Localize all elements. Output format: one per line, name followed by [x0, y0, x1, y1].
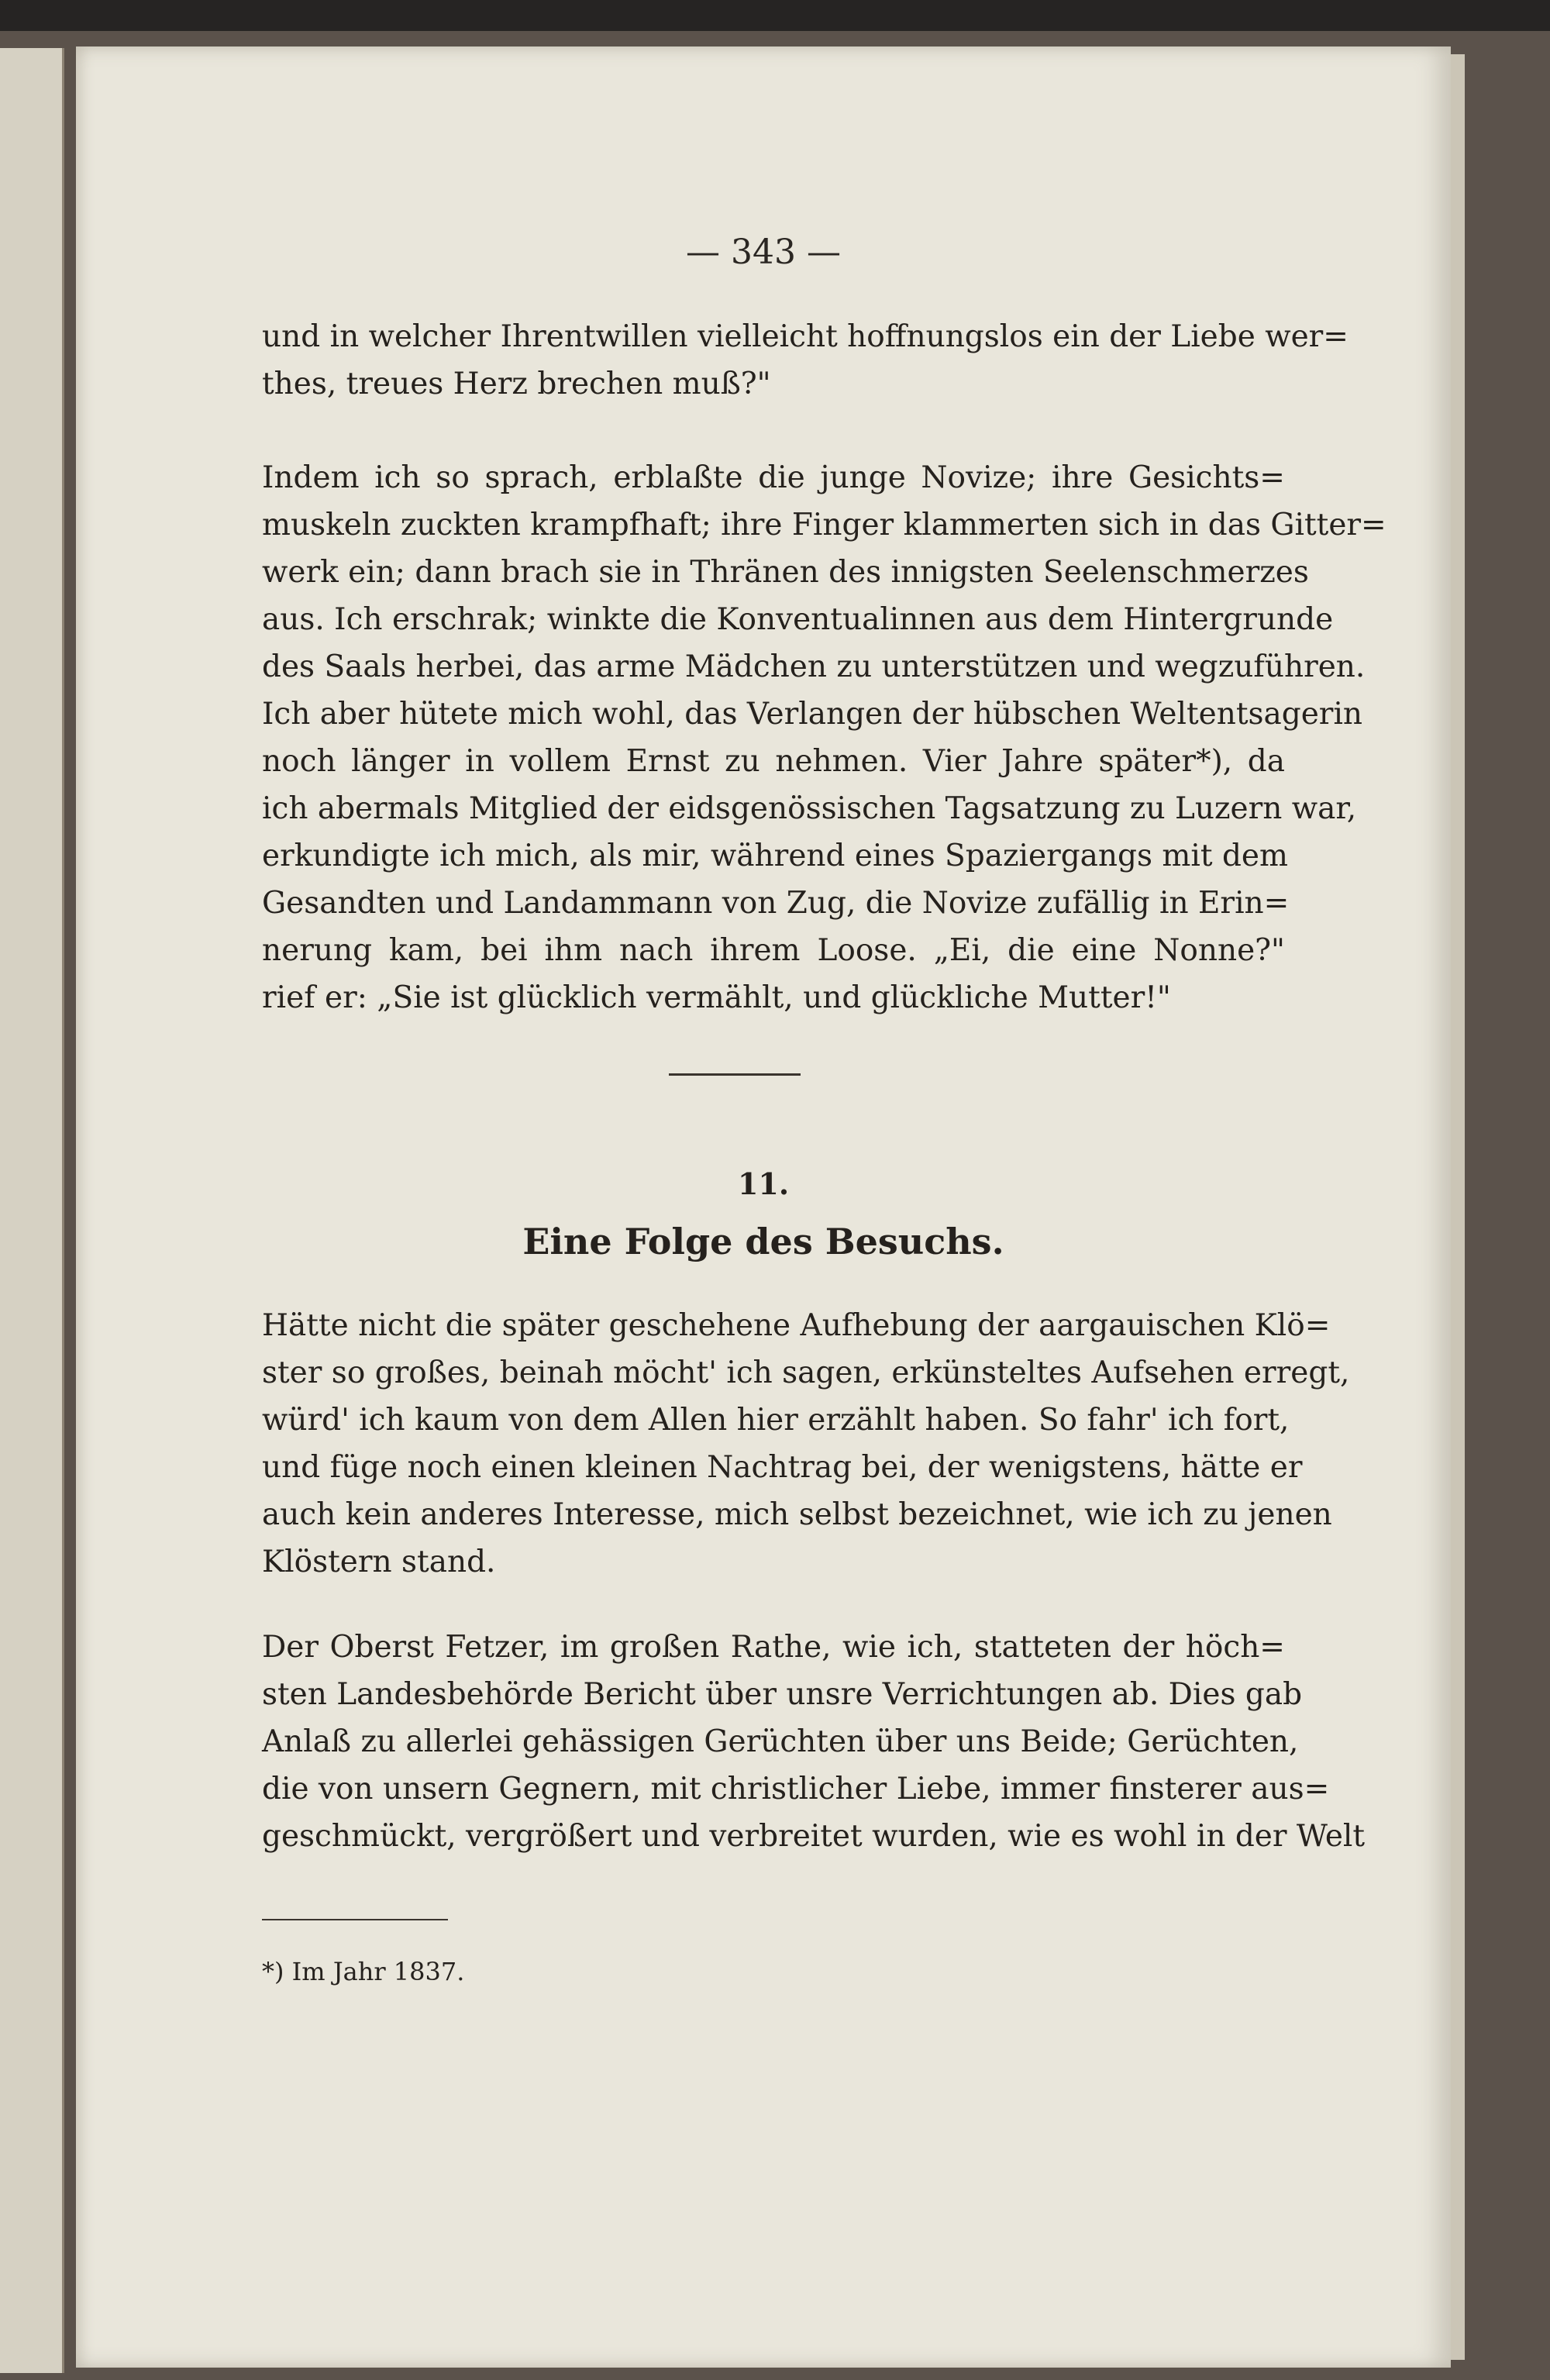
paragraph-1	[262, 313, 1348, 408]
text-line: noch länger in vollem Ernst zu nehmen. Vier Jahre später*), da	[262, 744, 1285, 779]
section-title: Eine Folge des Besuchs.	[522, 1221, 1004, 1262]
text-line: Der Oberst Fetzer, im großen Rathe, wie ich, statteten der höch=	[262, 1630, 1285, 1665]
text-line: Hätte nicht die später geschehene Aufhebung der aargauischen Klö=	[262, 1308, 1331, 1343]
page-edge	[1451, 54, 1465, 2360]
section-divider	[669, 1073, 801, 1076]
text-line: die von unsern Gegnern, mit christlicher Liebe, immer finsterer aus=	[262, 1772, 1330, 1807]
text-line: Gesandten und Landammann von Zug, die Novize zufällig in Erin=	[262, 886, 1290, 921]
paragraph-2	[262, 454, 1386, 1021]
text-line: ster so großes, beinah möcht' ich sagen, erkünsteltes Aufsehen erregt,	[262, 1355, 1350, 1390]
text-line: aus. Ich erschrak; winkte die Konventualinnen aus dem Hintergrunde	[262, 602, 1334, 637]
text-line: würd' ich kaum von dem Allen hier erzählt haben. So fahr' ich fort,	[262, 1403, 1290, 1438]
text-line: muskeln zuckten krampfhaft; ihre Finger klammerten sich in das Gitter=	[262, 508, 1386, 542]
paragraph-4	[262, 1624, 1366, 1860]
text-line: nerung kam, bei ihm nach ihrem Loose. „Ei, die eine Nonne?"	[262, 933, 1285, 968]
text-line: Anlaß zu allerlei gehässigen Gerüchten über uns Beide; Gerüchten,	[262, 1724, 1299, 1759]
paragraph-3	[262, 1302, 1350, 1586]
text-line: thes, treues Herz brechen muß?"	[262, 367, 771, 401]
page-number: — 343 —	[686, 232, 841, 272]
text-line: Ich aber hütete mich wohl, das Verlangen der hübschen Weltentsagerin	[262, 697, 1363, 732]
book-page	[76, 46, 1451, 2368]
text-line: geschmückt, vergrößert und verbreitet wurden, wie es wohl in der Welt	[262, 1819, 1366, 1854]
left-page-edge	[0, 48, 64, 2373]
text-line: auch kein anderes Interesse, mich selbst bezeichnet, wie ich zu jenen	[262, 1497, 1332, 1532]
text-line: des Saals herbei, das arme Mädchen zu unterstützen und wegzuführen.	[262, 649, 1366, 684]
text-line: und füge noch einen kleinen Nachtrag bei, der wenigstens, hätte er	[262, 1450, 1303, 1485]
text-line: und in welcher Ihrentwillen vielleicht hoffnungslos ein der Liebe wer=	[262, 319, 1348, 354]
text-line: Klöstern stand.	[262, 1545, 496, 1579]
text-line: sten Landesbehörde Bericht über unsre Verrichtungen ab. Dies gab	[262, 1677, 1303, 1712]
text-line: ich abermals Mitglied der eidsgenössischen Tagsatzung zu Luzern war,	[262, 791, 1357, 826]
text-line: Indem ich so sprach, erblaßte die junge Novize; ihre Gesichts=	[262, 460, 1285, 495]
footnote-divider	[262, 1919, 448, 1920]
section-number: 11.	[737, 1166, 790, 1201]
footnote: *) Im Jahr 1837.	[262, 1957, 465, 1986]
text-line: erkundigte ich mich, als mir, während eines Spaziergangs mit dem	[262, 839, 1288, 873]
text-line: rief er: „Sie ist glücklich vermählt, und glückliche Mutter!"	[262, 980, 1171, 1015]
text-line: werk ein; dann brach sie in Thränen des innigsten Seelenschmerzes	[262, 555, 1309, 590]
